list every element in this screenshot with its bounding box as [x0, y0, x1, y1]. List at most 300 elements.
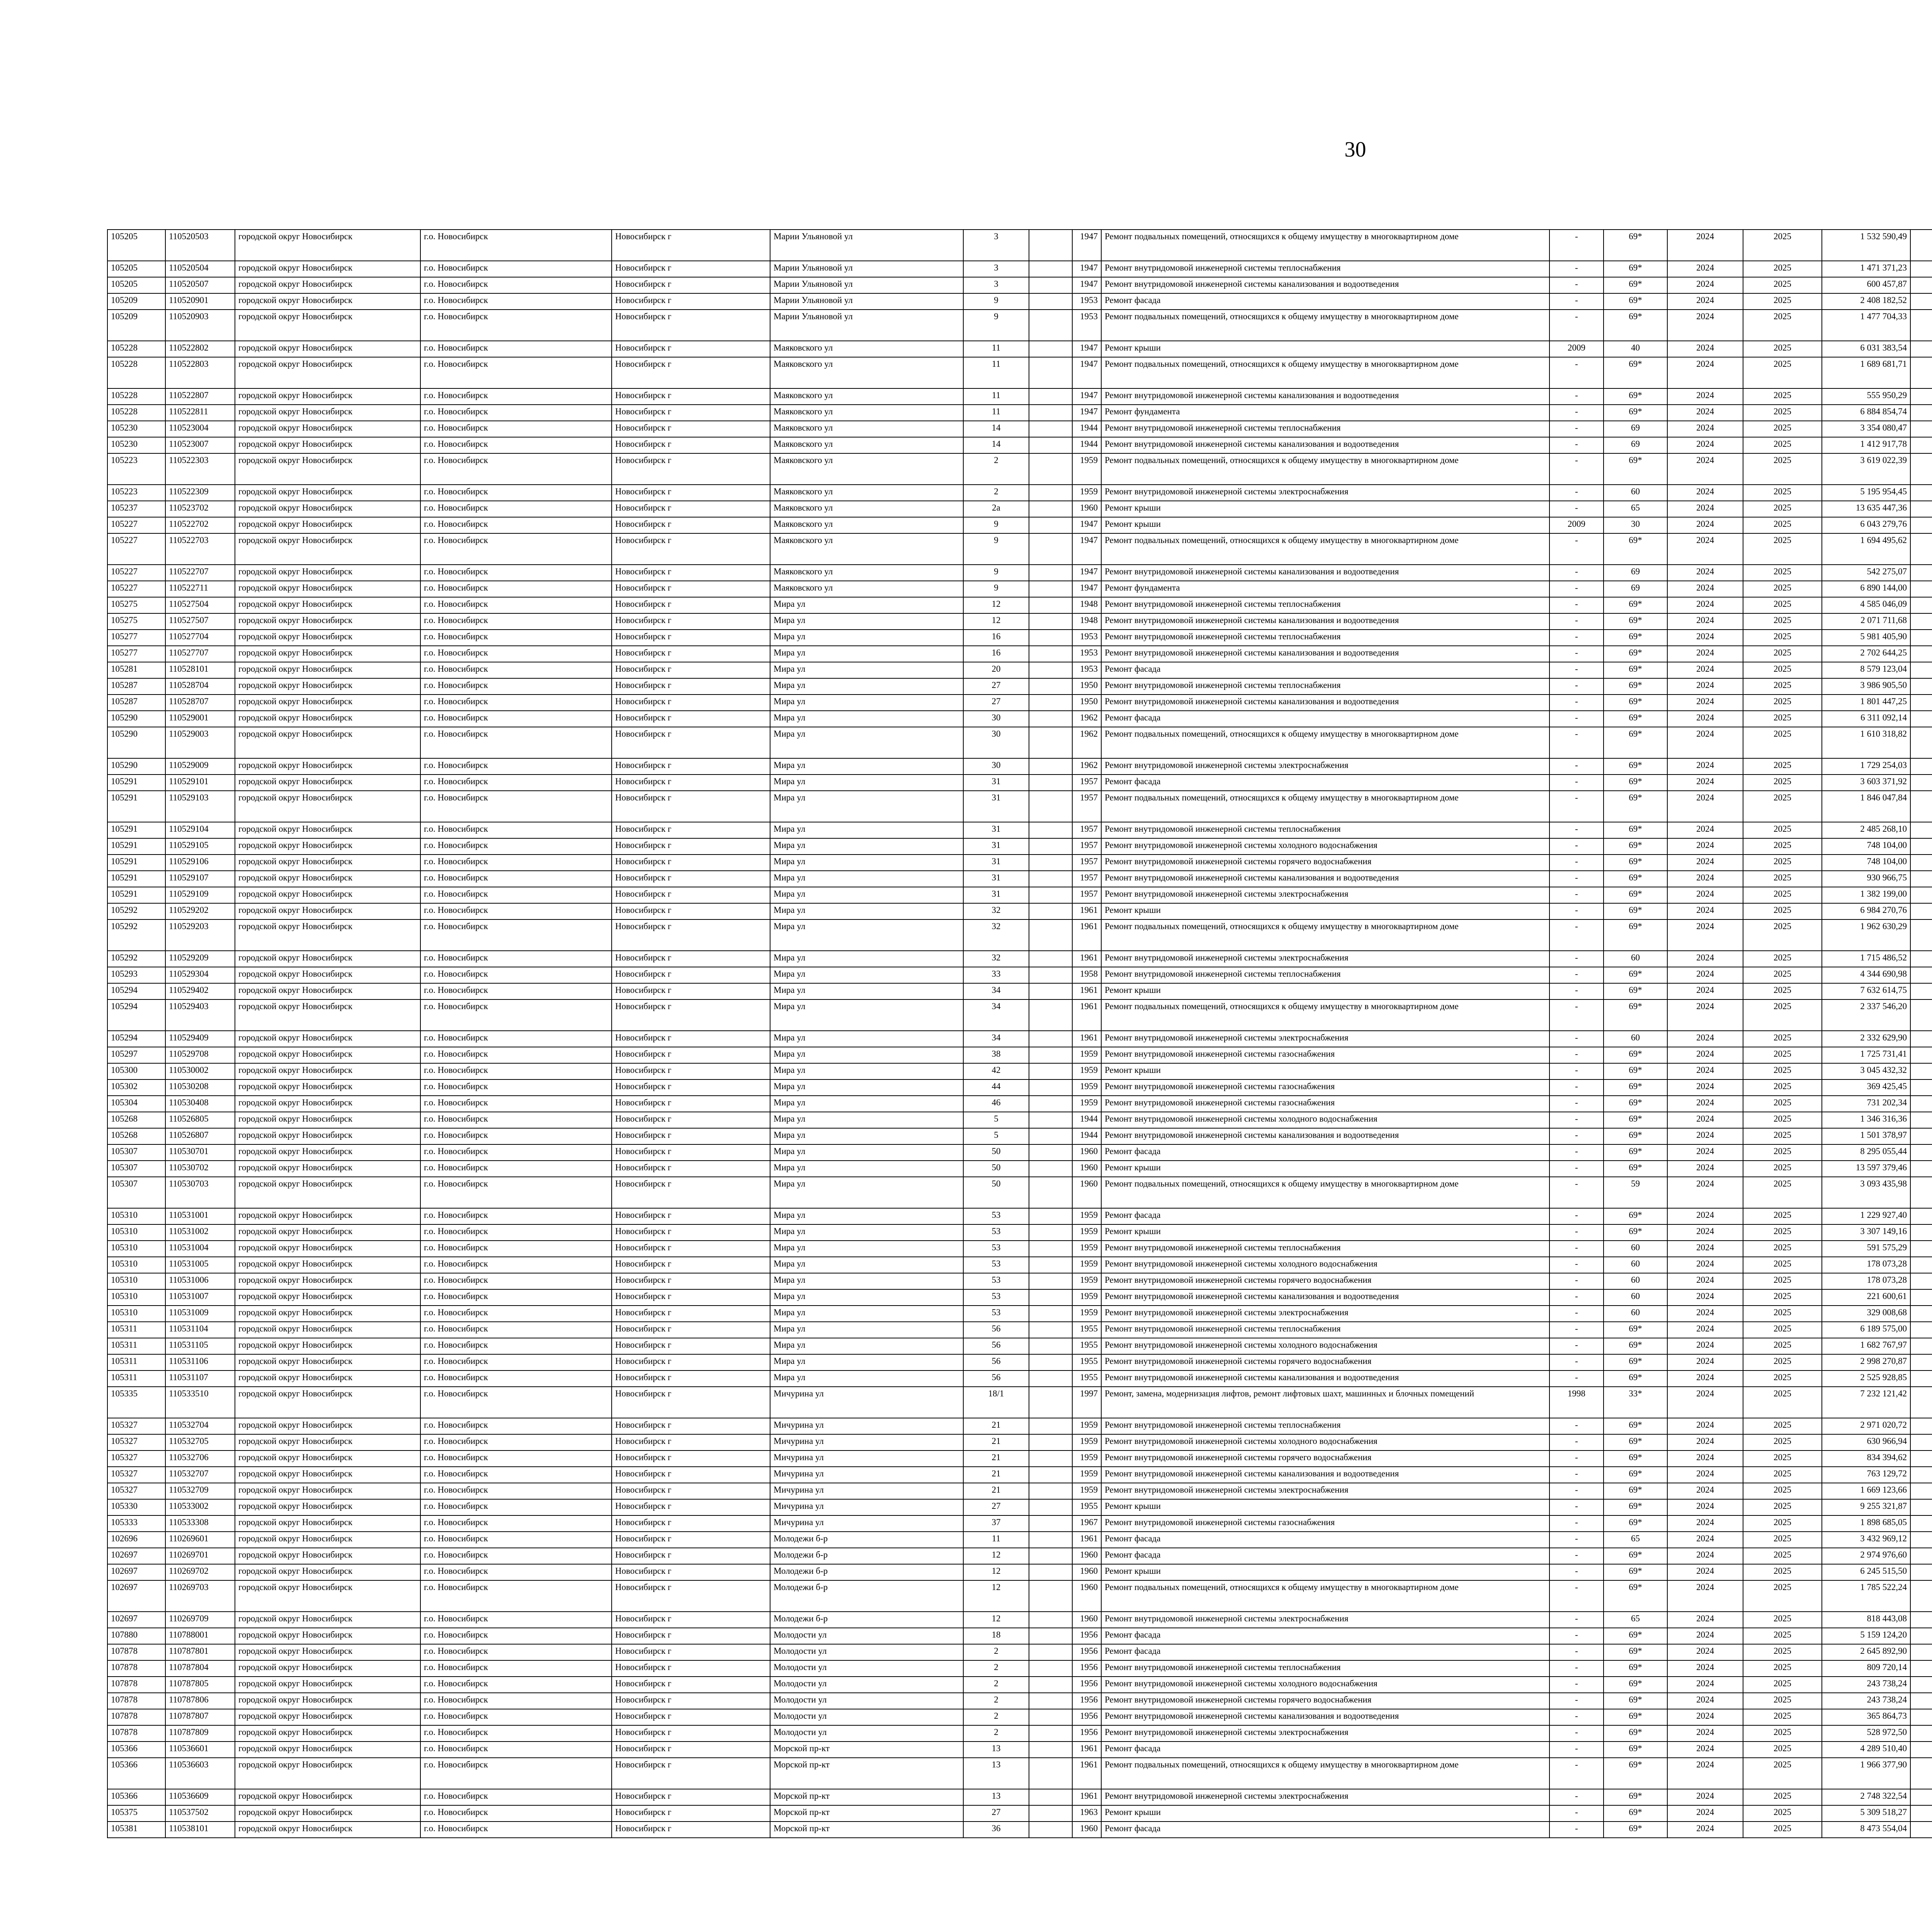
cell-plan-start-year: 2024: [1667, 1693, 1743, 1709]
cell-wear-percent: 69*: [1604, 678, 1667, 695]
cell-street: Мира ул: [770, 999, 963, 1031]
cell-work-id: 110529009: [165, 758, 235, 775]
cell-street: Мира ул: [770, 967, 963, 983]
cell-plan-end-year: 2025: [1743, 1677, 1822, 1693]
cell-total-cost: 1 715 486,52: [1822, 951, 1910, 967]
cell-work-id: 110536601: [165, 1742, 235, 1758]
cell-street: Мира ул: [770, 1241, 963, 1257]
table-row: [107, 1789, 1932, 1805]
cell-plan-start-year: 2024: [1667, 1112, 1743, 1128]
cell-plan-start-year: 2024: [1667, 1742, 1743, 1758]
cell-last-repair-year: -: [1549, 1208, 1604, 1224]
cell-plan-start-year: 2024: [1667, 1677, 1743, 1693]
cell-municipal-short: г.о. Новосибирск: [420, 1822, 612, 1838]
cell-municipal-short: г.о. Новосибирск: [420, 1079, 612, 1096]
cell-city: Новосибирск г: [612, 1693, 770, 1709]
cell-last-repair-year: -: [1549, 1693, 1604, 1709]
cell-work-type: Ремонт крыши: [1101, 1063, 1549, 1079]
cell-plan-end-year: 2025: [1743, 405, 1822, 421]
cell-plan-end-year: 2025: [1743, 1031, 1822, 1047]
cell-building: [1029, 1789, 1072, 1805]
cell-build-year: 1947: [1072, 565, 1101, 581]
cell-municipality: городской округ Новосибирск: [235, 1467, 420, 1483]
cell-city: Новосибирск г: [612, 1644, 770, 1660]
cell-municipality: городской округ Новосибирск: [235, 565, 420, 581]
cell-fund-cost: [1910, 1031, 1932, 1047]
cell-work-id: 110522303: [165, 453, 235, 485]
cell-build-year: 1944: [1072, 1112, 1101, 1128]
cell-build-year: 1947: [1072, 357, 1101, 388]
cell-last-repair-year: -: [1549, 1822, 1604, 1838]
cell-municipality: городской округ Новосибирск: [235, 405, 420, 421]
cell-fund-cost: [1910, 1177, 1932, 1208]
cell-plan-start-year: 2024: [1667, 357, 1743, 388]
cell-work-id: 110520507: [165, 277, 235, 293]
cell-work-id: 110531107: [165, 1371, 235, 1387]
cell-wear-percent: 69*: [1604, 597, 1667, 613]
cell-last-repair-year: -: [1549, 903, 1604, 919]
cell-last-repair-year: 2009: [1549, 517, 1604, 533]
table-row: [107, 951, 1932, 967]
cell-last-repair-year: -: [1549, 662, 1604, 678]
cell-wear-percent: 65: [1604, 1612, 1667, 1628]
cell-build-year: 1959: [1072, 1079, 1101, 1096]
cell-street: Мира ул: [770, 1338, 963, 1354]
cell-wear-percent: 69*: [1604, 1515, 1667, 1532]
cell-city: Новосибирск г: [612, 533, 770, 565]
cell-total-cost: 5 159 124,20: [1822, 1628, 1910, 1644]
cell-build-year: 1959: [1072, 1096, 1101, 1112]
cell-house-number: 11: [963, 405, 1029, 421]
cell-last-repair-year: -: [1549, 758, 1604, 775]
cell-building: [1029, 1467, 1072, 1483]
cell-build-year: 1959: [1072, 453, 1101, 485]
cell-fund-cost: [1910, 903, 1932, 919]
cell-fund-cost: [1910, 887, 1932, 903]
cell-total-cost: 1 801 447,25: [1822, 695, 1910, 711]
cell-street: Мичурина ул: [770, 1387, 963, 1418]
cell-house-number: 34: [963, 999, 1029, 1031]
cell-municipality: городской округ Новосибирск: [235, 1789, 420, 1805]
cell-municipality: городской округ Новосибирск: [235, 1128, 420, 1144]
cell-work-id: 110269709: [165, 1612, 235, 1628]
cell-work-type: Ремонт крыши: [1101, 1161, 1549, 1177]
cell-building: [1029, 517, 1072, 533]
cell-total-cost: 2 748 322,54: [1822, 1789, 1910, 1805]
cell-last-repair-year: -: [1549, 388, 1604, 405]
cell-work-id: 110532706: [165, 1451, 235, 1467]
cell-work-type: Ремонт крыши: [1101, 1224, 1549, 1241]
table-row: [107, 1677, 1932, 1693]
cell-municipal-short: г.о. Новосибирск: [420, 791, 612, 822]
cell-fund-cost: [1910, 597, 1932, 613]
cell-work-type: Ремонт внутридомовой инженерной системы теплоснабжения: [1101, 597, 1549, 613]
cell-house-number: 9: [963, 310, 1029, 341]
cell-house-number: 33: [963, 967, 1029, 983]
table-row: [107, 597, 1932, 613]
cell-last-repair-year: -: [1549, 1047, 1604, 1063]
cell-work-id: 110532707: [165, 1467, 235, 1483]
cell-plan-end-year: 2025: [1743, 822, 1822, 838]
cell-plan-start-year: 2024: [1667, 1532, 1743, 1548]
cell-last-repair-year: -: [1549, 597, 1604, 613]
cell-building: [1029, 822, 1072, 838]
cell-plan-start-year: 2024: [1667, 1467, 1743, 1483]
cell-city: Новосибирск г: [612, 1257, 770, 1273]
cell-total-cost: 763 129,72: [1822, 1467, 1910, 1483]
cell-work-type: Ремонт внутридомовой инженерной системы холодного водоснабжения: [1101, 1434, 1549, 1451]
cell-city: Новосибирск г: [612, 388, 770, 405]
cell-municipality: городской округ Новосибирск: [235, 1612, 420, 1628]
cell-building: [1029, 1079, 1072, 1096]
cell-total-cost: 178 073,28: [1822, 1257, 1910, 1273]
cell-municipality: городской округ Новосибирск: [235, 1644, 420, 1660]
cell-city: Новосибирск г: [612, 485, 770, 501]
cell-municipal-short: г.о. Новосибирск: [420, 293, 612, 310]
cell-work-id: 110522811: [165, 405, 235, 421]
cell-house-number: 38: [963, 1047, 1029, 1063]
cell-building: [1029, 1451, 1072, 1467]
cell-street: Мира ул: [770, 1322, 963, 1338]
cell-build-year: 1955: [1072, 1354, 1101, 1371]
cell-municipality: городской округ Новосибирск: [235, 1693, 420, 1709]
cell-house-number: 53: [963, 1257, 1029, 1273]
cell-plan-end-year: 2025: [1743, 453, 1822, 485]
cell-plan-end-year: 2025: [1743, 1241, 1822, 1257]
cell-street: Мира ул: [770, 646, 963, 662]
cell-building: [1029, 565, 1072, 581]
cell-build-year: 1956: [1072, 1660, 1101, 1677]
table-row: [107, 1709, 1932, 1725]
cell-work-type: Ремонт внутридомовой инженерной системы теплоснабжения: [1101, 1660, 1549, 1677]
cell-fund-cost: [1910, 388, 1932, 405]
cell-house-id: 105292: [107, 951, 165, 967]
cell-plan-end-year: 2025: [1743, 1580, 1822, 1612]
cell-work-id: 110536603: [165, 1758, 235, 1789]
cell-street: Морской пр-кт: [770, 1805, 963, 1822]
cell-work-id: 110526807: [165, 1128, 235, 1144]
cell-plan-end-year: 2025: [1743, 1128, 1822, 1144]
table-row: [107, 1128, 1932, 1144]
cell-fund-cost: [1910, 421, 1932, 437]
cell-house-id: 105307: [107, 1161, 165, 1177]
cell-house-id: 105268: [107, 1128, 165, 1144]
cell-house-number: 9: [963, 517, 1029, 533]
cell-last-repair-year: -: [1549, 1725, 1604, 1742]
cell-plan-start-year: 2024: [1667, 1031, 1743, 1047]
cell-building: [1029, 1289, 1072, 1306]
cell-city: Новосибирск г: [612, 727, 770, 758]
table-row: [107, 1306, 1932, 1322]
cell-plan-start-year: 2024: [1667, 1144, 1743, 1161]
cell-wear-percent: 69*: [1604, 919, 1667, 951]
cell-city: Новосибирск г: [612, 1063, 770, 1079]
cell-plan-end-year: 2025: [1743, 967, 1822, 983]
cell-total-cost: 6 189 575,00: [1822, 1322, 1910, 1338]
cell-house-number: 56: [963, 1354, 1029, 1371]
cell-municipality: городской округ Новосибирск: [235, 1354, 420, 1371]
cell-municipal-short: г.о. Новосибирск: [420, 1467, 612, 1483]
cell-municipality: городской округ Новосибирск: [235, 919, 420, 951]
cell-municipal-short: г.о. Новосибирск: [420, 1677, 612, 1693]
cell-plan-start-year: 2024: [1667, 581, 1743, 597]
cell-municipality: городской округ Новосибирск: [235, 1112, 420, 1128]
cell-municipality: городской округ Новосибирск: [235, 678, 420, 695]
cell-build-year: 1960: [1072, 1144, 1101, 1161]
cell-last-repair-year: -: [1549, 1063, 1604, 1079]
cell-plan-start-year: 2024: [1667, 421, 1743, 437]
cell-last-repair-year: -: [1549, 919, 1604, 951]
cell-street: Мира ул: [770, 1224, 963, 1241]
cell-building: [1029, 1580, 1072, 1612]
cell-municipality: городской округ Новосибирск: [235, 951, 420, 967]
cell-wear-percent: 60: [1604, 1241, 1667, 1257]
cell-fund-cost: [1910, 999, 1932, 1031]
cell-building: [1029, 485, 1072, 501]
cell-building: [1029, 1709, 1072, 1725]
cell-house-id: 105230: [107, 437, 165, 453]
cell-plan-start-year: 2024: [1667, 727, 1743, 758]
cell-building: [1029, 1161, 1072, 1177]
cell-plan-start-year: 2024: [1667, 1789, 1743, 1805]
cell-total-cost: 4 344 690,98: [1822, 967, 1910, 983]
cell-build-year: 1960: [1072, 1177, 1101, 1208]
cell-plan-end-year: 2025: [1743, 1338, 1822, 1354]
cell-building: [1029, 581, 1072, 597]
cell-last-repair-year: -: [1549, 1564, 1604, 1580]
cell-city: Новосибирск г: [612, 1273, 770, 1289]
cell-house-id: 105205: [107, 261, 165, 277]
cell-plan-end-year: 2025: [1743, 341, 1822, 357]
cell-build-year: 1956: [1072, 1677, 1101, 1693]
cell-fund-cost: [1910, 871, 1932, 887]
cell-work-id: 110787807: [165, 1709, 235, 1725]
cell-house-id: 105366: [107, 1789, 165, 1805]
cell-wear-percent: 69*: [1604, 983, 1667, 999]
cell-street: Молодости ул: [770, 1660, 963, 1677]
cell-wear-percent: 69*: [1604, 1709, 1667, 1725]
cell-municipal-short: г.о. Новосибирск: [420, 1418, 612, 1434]
cell-municipality: городской округ Новосибирск: [235, 758, 420, 775]
cell-street: Мира ул: [770, 1208, 963, 1224]
cell-city: Новосибирск г: [612, 1709, 770, 1725]
cell-work-type: Ремонт внутридомовой инженерной системы теплоснабжения: [1101, 1322, 1549, 1338]
cell-municipal-short: г.о. Новосибирск: [420, 1434, 612, 1451]
cell-build-year: 1957: [1072, 822, 1101, 838]
table-row: [107, 695, 1932, 711]
cell-house-id: 105223: [107, 485, 165, 501]
cell-work-type: Ремонт подвальных помещений, относящихся к общему имуществу в многоквартирном доме: [1101, 533, 1549, 565]
table-row: [107, 711, 1932, 727]
cell-street: Мичурина ул: [770, 1451, 963, 1467]
cell-total-cost: 221 600,61: [1822, 1289, 1910, 1306]
cell-total-cost: 1 689 681,71: [1822, 357, 1910, 388]
cell-last-repair-year: -: [1549, 1628, 1604, 1644]
cell-fund-cost: [1910, 838, 1932, 855]
cell-work-id: 110532705: [165, 1434, 235, 1451]
cell-work-id: 110529003: [165, 727, 235, 758]
cell-wear-percent: 69*: [1604, 1742, 1667, 1758]
cell-total-cost: 1 412 917,78: [1822, 437, 1910, 453]
cell-municipal-short: г.о. Новосибирск: [420, 967, 612, 983]
cell-work-id: 110529403: [165, 999, 235, 1031]
cell-municipal-short: г.о. Новосибирск: [420, 1322, 612, 1338]
table-row: [107, 1644, 1932, 1660]
cell-fund-cost: [1910, 1822, 1932, 1838]
cell-municipality: городской округ Новосибирск: [235, 791, 420, 822]
cell-plan-end-year: 2025: [1743, 791, 1822, 822]
cell-build-year: 1960: [1072, 1564, 1101, 1580]
cell-wear-percent: 69*: [1604, 1322, 1667, 1338]
cell-plan-start-year: 2024: [1667, 999, 1743, 1031]
cell-street: Мичурина ул: [770, 1483, 963, 1499]
cell-plan-end-year: 2025: [1743, 533, 1822, 565]
cell-city: Новосибирск г: [612, 1467, 770, 1483]
cell-plan-end-year: 2025: [1743, 1112, 1822, 1128]
cell-wear-percent: 69*: [1604, 1063, 1667, 1079]
cell-work-id: 110533308: [165, 1515, 235, 1532]
table-row: [107, 1224, 1932, 1241]
cell-building: [1029, 405, 1072, 421]
cell-work-type: Ремонт внутридомовой инженерной системы теплоснабжения: [1101, 678, 1549, 695]
cell-work-type: Ремонт фасада: [1101, 1532, 1549, 1548]
cell-plan-end-year: 2025: [1743, 1644, 1822, 1660]
cell-plan-end-year: 2025: [1743, 517, 1822, 533]
cell-build-year: 1950: [1072, 695, 1101, 711]
cell-plan-start-year: 2024: [1667, 501, 1743, 517]
cell-street: Мира ул: [770, 1144, 963, 1161]
cell-total-cost: 8 473 554,04: [1822, 1822, 1910, 1838]
cell-work-type: Ремонт внутридомовой инженерной системы канализования и водоотведения: [1101, 695, 1549, 711]
cell-city: Новосибирск г: [612, 1451, 770, 1467]
cell-wear-percent: 40: [1604, 341, 1667, 357]
cell-building: [1029, 453, 1072, 485]
cell-total-cost: 748 104,00: [1822, 838, 1910, 855]
cell-plan-start-year: 2024: [1667, 517, 1743, 533]
cell-municipality: городской округ Новосибирск: [235, 533, 420, 565]
cell-total-cost: 13 597 379,46: [1822, 1161, 1910, 1177]
cell-municipality: городской округ Новосибирск: [235, 1031, 420, 1047]
cell-plan-end-year: 2025: [1743, 1693, 1822, 1709]
cell-municipal-short: г.о. Новосибирск: [420, 565, 612, 581]
cell-house-id: 105277: [107, 646, 165, 662]
cell-municipality: городской округ Новосибирск: [235, 855, 420, 871]
cell-building: [1029, 421, 1072, 437]
cell-municipality: городской округ Новосибирск: [235, 1322, 420, 1338]
cell-fund-cost: [1910, 1725, 1932, 1742]
cell-work-id: 110527704: [165, 630, 235, 646]
cell-house-number: 14: [963, 421, 1029, 437]
cell-house-number: 2: [963, 1677, 1029, 1693]
cell-wear-percent: 69*: [1604, 293, 1667, 310]
cell-house-number: 53: [963, 1273, 1029, 1289]
cell-house-id: 107878: [107, 1725, 165, 1742]
cell-wear-percent: 69*: [1604, 1371, 1667, 1387]
cell-plan-end-year: 2025: [1743, 565, 1822, 581]
cell-plan-end-year: 2025: [1743, 1515, 1822, 1532]
cell-house-id: 105294: [107, 983, 165, 999]
cell-municipality: городской округ Новосибирск: [235, 261, 420, 277]
cell-total-cost: 3 986 905,50: [1822, 678, 1910, 695]
cell-street: Мира ул: [770, 727, 963, 758]
table-row: [107, 517, 1932, 533]
cell-work-id: 110529109: [165, 887, 235, 903]
cell-work-id: 110530702: [165, 1161, 235, 1177]
cell-fund-cost: [1910, 533, 1932, 565]
cell-last-repair-year: -: [1549, 1257, 1604, 1273]
cell-work-type: Ремонт фасада: [1101, 1628, 1549, 1644]
cell-building: [1029, 437, 1072, 453]
cell-plan-end-year: 2025: [1743, 1418, 1822, 1434]
cell-last-repair-year: -: [1549, 1612, 1604, 1628]
cell-house-number: 2: [963, 1644, 1029, 1660]
cell-work-id: 110529209: [165, 951, 235, 967]
cell-municipal-short: г.о. Новосибирск: [420, 1548, 612, 1564]
cell-total-cost: 8 579 123,04: [1822, 662, 1910, 678]
cell-fund-cost: [1910, 695, 1932, 711]
cell-wear-percent: 65: [1604, 1532, 1667, 1548]
cell-city: Новосибирск г: [612, 822, 770, 838]
cell-house-number: 12: [963, 1612, 1029, 1628]
cell-street: Морской пр-кт: [770, 1758, 963, 1789]
cell-house-number: 27: [963, 1499, 1029, 1515]
cell-municipality: городской округ Новосибирск: [235, 517, 420, 533]
table-row: [107, 887, 1932, 903]
cell-municipality: городской округ Новосибирск: [235, 1144, 420, 1161]
cell-house-id: 105290: [107, 727, 165, 758]
cell-building: [1029, 983, 1072, 999]
cell-wear-percent: 69*: [1604, 630, 1667, 646]
cell-municipality: городской округ Новосибирск: [235, 1079, 420, 1096]
cell-plan-end-year: 2025: [1743, 230, 1822, 261]
cell-house-number: 12: [963, 1580, 1029, 1612]
cell-house-id: 105330: [107, 1499, 165, 1515]
cell-last-repair-year: -: [1549, 1805, 1604, 1822]
cell-build-year: 1962: [1072, 758, 1101, 775]
cell-build-year: 1953: [1072, 293, 1101, 310]
cell-work-id: 110523004: [165, 421, 235, 437]
cell-work-id: 110531005: [165, 1257, 235, 1273]
cell-wear-percent: 69*: [1604, 1128, 1667, 1144]
cell-plan-start-year: 2024: [1667, 437, 1743, 453]
cell-last-repair-year: -: [1549, 855, 1604, 871]
table-row: [107, 1532, 1932, 1548]
cell-fund-cost: [1910, 1387, 1932, 1418]
cell-house-id: 107878: [107, 1693, 165, 1709]
cell-plan-end-year: 2025: [1743, 388, 1822, 405]
cell-work-type: Ремонт подвальных помещений, относящихся к общему имуществу в многоквартирном доме: [1101, 1580, 1549, 1612]
cell-city: Новосибирск г: [612, 1208, 770, 1224]
cell-build-year: 1955: [1072, 1338, 1101, 1354]
cell-municipal-short: г.о. Новосибирск: [420, 1789, 612, 1805]
cell-city: Новосибирск г: [612, 1096, 770, 1112]
cell-work-id: 110787806: [165, 1693, 235, 1709]
cell-building: [1029, 357, 1072, 388]
cell-house-id: 105304: [107, 1096, 165, 1112]
cell-work-type: Ремонт внутридомовой инженерной системы электроснабжения: [1101, 1483, 1549, 1499]
cell-plan-start-year: 2024: [1667, 1483, 1743, 1499]
cell-work-type: Ремонт внутридомовой инженерной системы канализования и водоотведения: [1101, 1371, 1549, 1387]
cell-building: [1029, 1822, 1072, 1838]
cell-house-id: 105327: [107, 1451, 165, 1467]
cell-municipal-short: г.о. Новосибирск: [420, 1257, 612, 1273]
cell-plan-start-year: 2024: [1667, 230, 1743, 261]
cell-city: Новосибирск г: [612, 983, 770, 999]
cell-city: Новосибирск г: [612, 855, 770, 871]
cell-total-cost: 5 195 954,45: [1822, 485, 1910, 501]
cell-municipality: городской округ Новосибирск: [235, 1548, 420, 1564]
cell-last-repair-year: -: [1549, 678, 1604, 695]
